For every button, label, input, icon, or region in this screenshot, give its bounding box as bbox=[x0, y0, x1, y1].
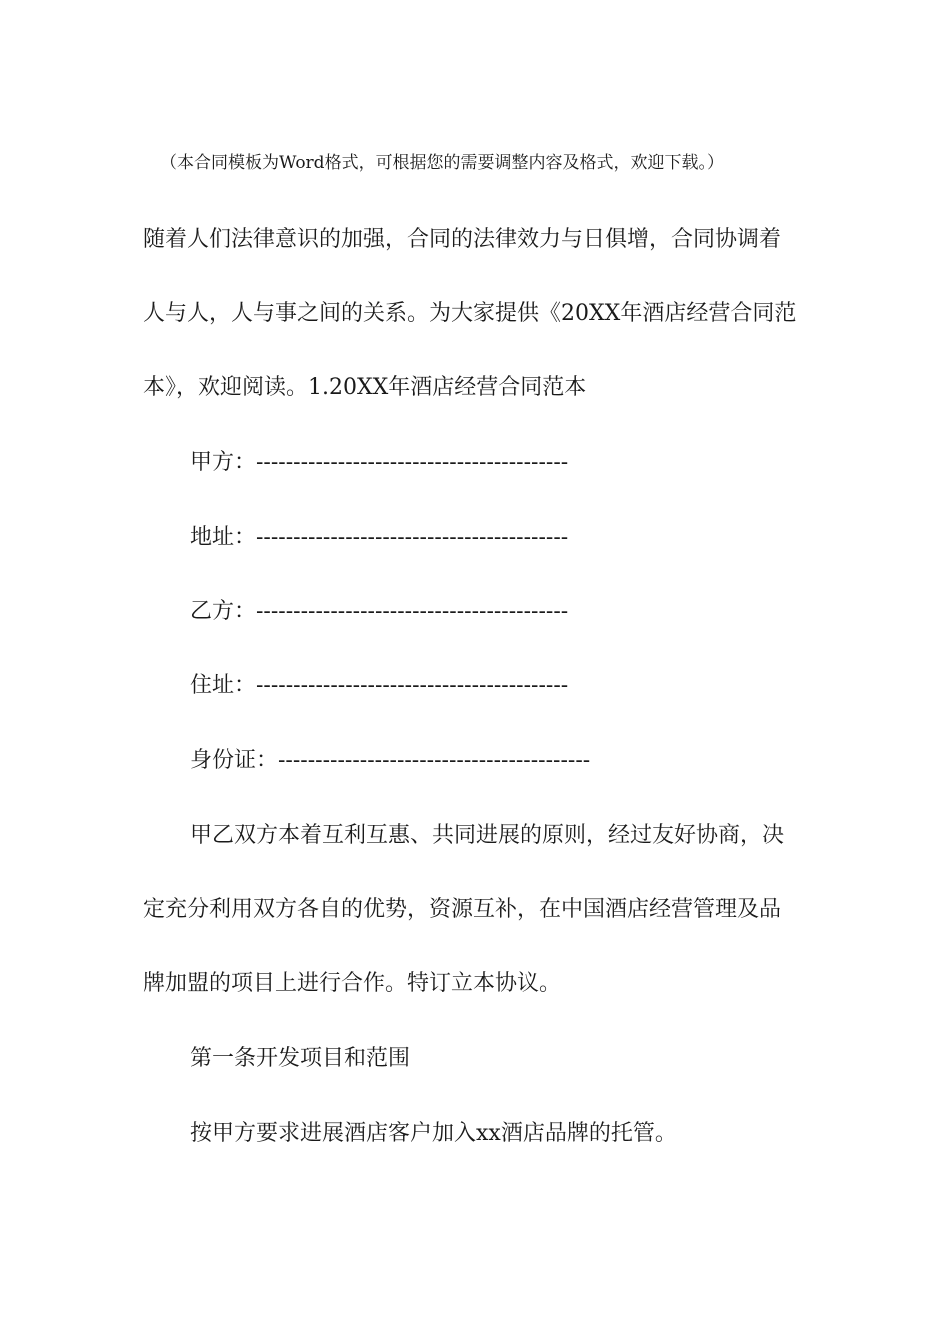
agreement-line-3: 牌加盟的项目上进行合作。特订立本协议。 bbox=[143, 971, 562, 996]
agreement-line-2: 定充分利用双方各自的优势，资源互补，在中国酒店经营管理及品 bbox=[143, 897, 782, 922]
intro-line-2: 人与人，人与事之间的关系。为大家提供《20XX年酒店经营合同范 bbox=[143, 301, 797, 326]
intro-line-3: 本》，欢迎阅读。1.20XX年酒店经营合同范本 bbox=[143, 375, 587, 400]
party-b-field: 乙方：------------------------------------------ bbox=[190, 599, 569, 624]
address-field: 地址：------------------------------------------ bbox=[190, 525, 569, 550]
agreement-line-1: 甲乙双方本着互利互惠、共同进展的原则，经过友好协商，决 bbox=[190, 823, 785, 848]
residence-field: 住址：------------------------------------------ bbox=[190, 673, 569, 698]
article-1-title: 第一条开发项目和范围 bbox=[190, 1046, 411, 1071]
template-note: （本合同模板为Word格式，可根据您的需要调整内容及格式，欢迎下载。） bbox=[160, 153, 725, 173]
article-1-content: 按甲方要求进展酒店客户加入xx酒店品牌的托管。 bbox=[190, 1121, 677, 1146]
intro-line-1: 随着人们法律意识的加强，合同的法律效力与日俱增，合同协调着 bbox=[143, 227, 782, 252]
id-card-field: 身份证：------------------------------------------ bbox=[190, 748, 591, 773]
party-a-field: 甲方：------------------------------------------ bbox=[190, 450, 569, 475]
